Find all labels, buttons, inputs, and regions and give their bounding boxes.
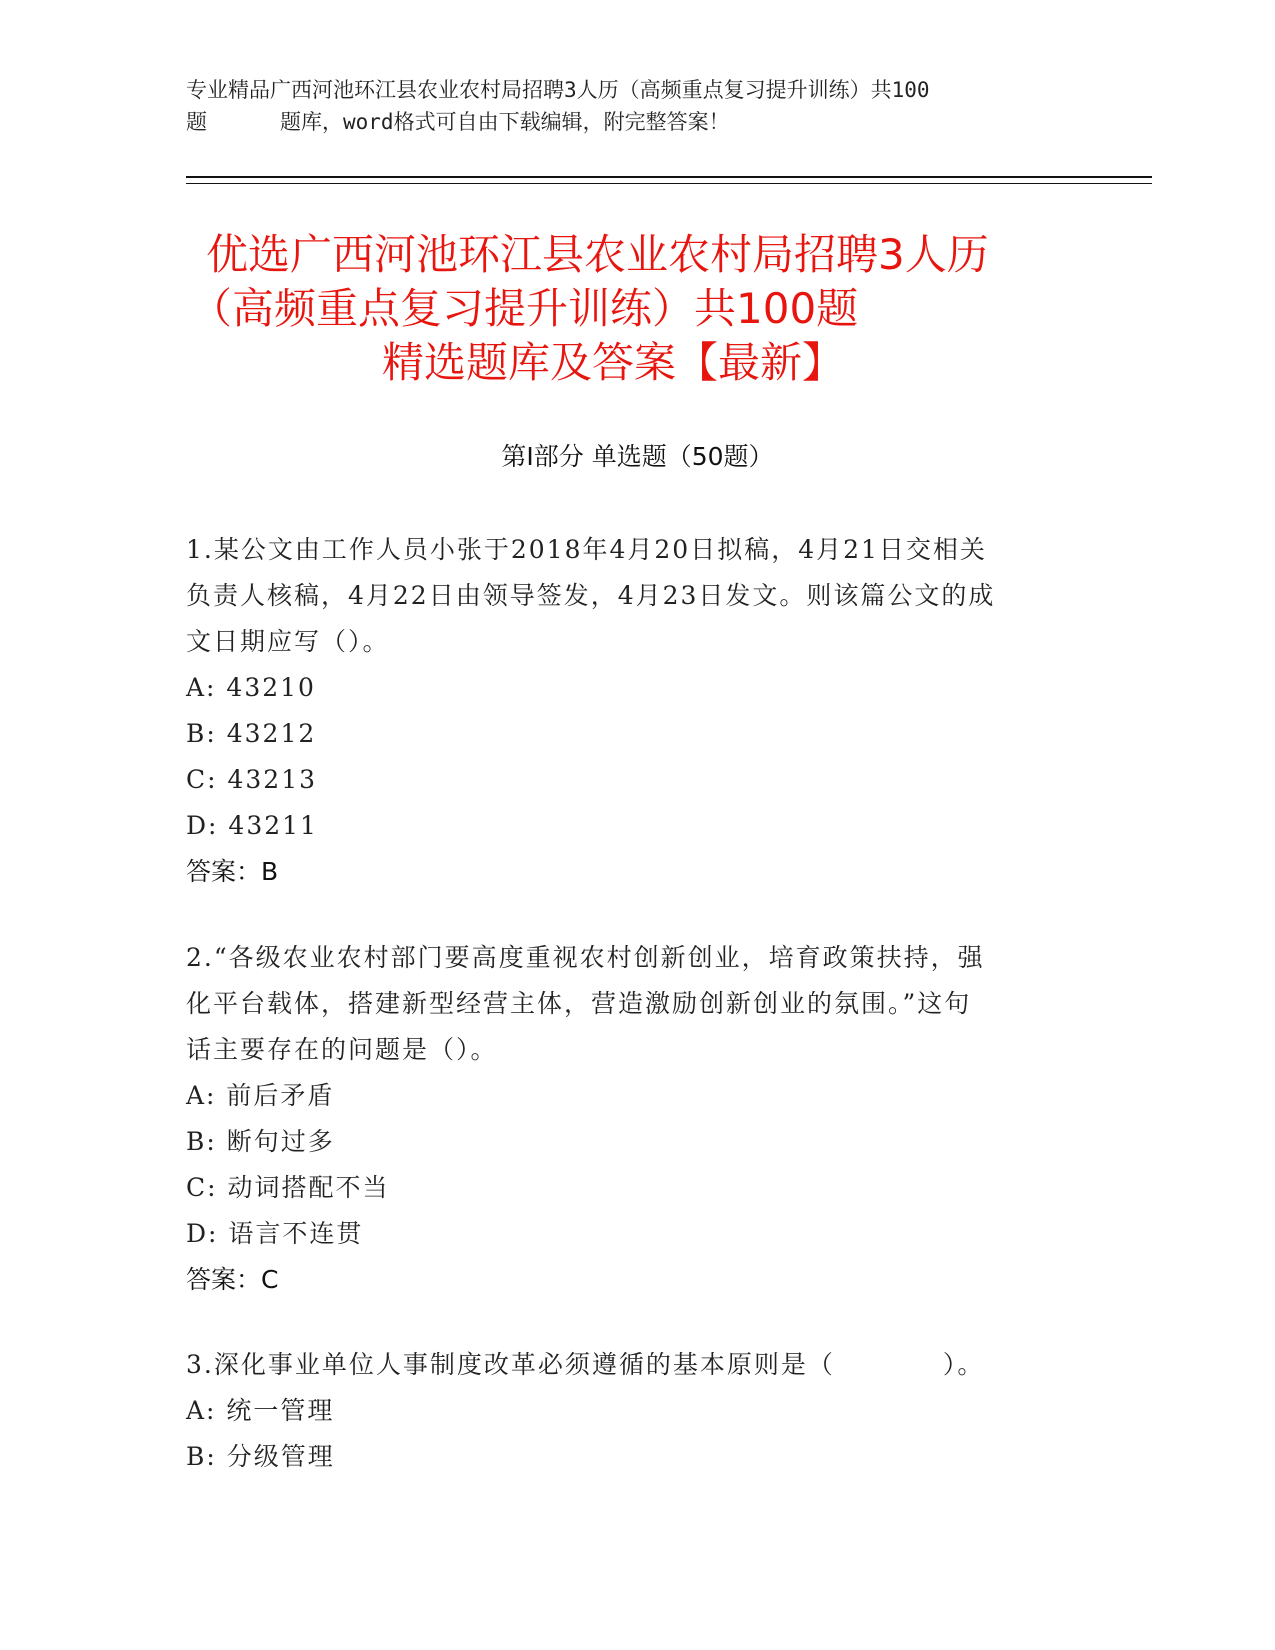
header-line-2 [186,106,1086,138]
header-rule-thin [186,183,1152,184]
option-d: D: 43211 [186,811,318,840]
question-stem-line: 负责人核稿，4月22日由领导签发，4月23日发文。则该篇公文的成 [186,581,996,610]
option-b: B: 断句过多 [186,1127,335,1156]
option-a: A: 统一管理 [186,1396,335,1425]
answer: 答案：B [186,857,279,886]
question-stem-line: 1.某公文由工作人员小张于2018年4月20日拟稿，4月21日交相关 [186,535,987,564]
option-a: A: 前后矛盾 [186,1081,335,1110]
question-2 [186,935,1086,1303]
option-d: D: 语言不连贯 [186,1219,364,1248]
option-c: C: 43213 [186,765,318,794]
section-heading: 第Ⅰ部分 单选题（50题） [501,442,774,471]
question-stem-line: 3.深化事业单位人事制度改革必须遵循的基本原则是（ ）。 [186,1350,985,1379]
question-3 [186,1342,1086,1480]
document-title [190,228,1090,390]
question-stem-line: 化平台载体，搭建新型经营主体，营造激励创新创业的氛围。”这句 [186,989,972,1018]
option-a: A: 43210 [186,673,316,702]
answer: 答案：C [186,1265,279,1294]
document-header [186,74,1086,138]
option-b: B: 分级管理 [186,1442,335,1471]
title-line-1: 优选广西河池环江县农业农村局招聘3人历 [206,230,989,279]
header-line-2-start: 题 [186,110,207,134]
title-line-2: （高频重点复习提升训练）共100题 [190,284,859,333]
option-c: C: 动词搭配不当 [186,1173,390,1202]
question-stem-line: 话主要存在的问题是（）。 [186,1035,498,1064]
header-rule-thick [186,176,1152,178]
header-line-2-rest: 题库，word格式可自由下载编辑，附完整答案！ [280,110,730,134]
question-stem-line: 2.“各级农业农村部门要高度重视农村创新创业，培育政策扶持，强 [186,943,985,972]
title-line-3: 精选题库及答案【最新】 [382,338,845,387]
question-stem-line: 文日期应写（）。 [186,627,390,656]
header-line-1: 专业精品广西河池环江县农业农村局招聘3人历（高频重点复习提升训练）共100 [186,78,930,102]
option-b: B: 43212 [186,719,317,748]
question-1 [186,527,1086,895]
